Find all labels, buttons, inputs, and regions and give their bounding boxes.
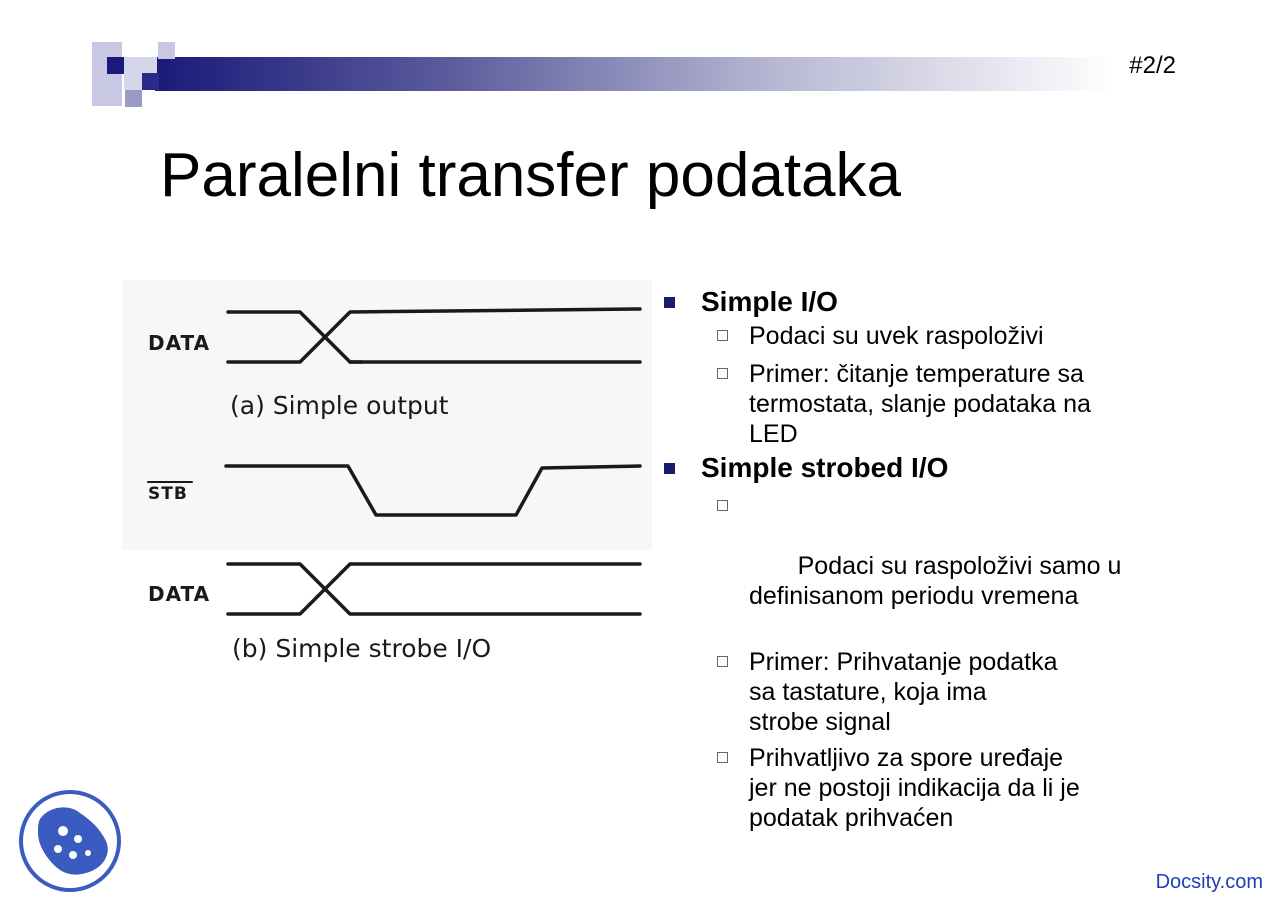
data-a-label: DATA bbox=[148, 331, 211, 355]
square-bullet-icon bbox=[664, 297, 675, 308]
header-gradient-bar bbox=[155, 57, 1115, 91]
list-item: Primer: čitanje temperature sa termostata, slanje podataka na LED bbox=[660, 359, 1130, 449]
hollow-square-bullet-icon bbox=[717, 368, 728, 379]
caption-a: (a) Simple output bbox=[230, 391, 449, 420]
square-bullet-icon bbox=[664, 463, 675, 474]
header-decoration bbox=[92, 42, 176, 108]
hollow-square-bullet-icon bbox=[717, 330, 728, 341]
list-item: Podaci su uvek raspoloživi bbox=[660, 321, 1130, 351]
strobed-io-subitems bbox=[660, 491, 1130, 833]
simple-io-subitems bbox=[660, 321, 1130, 449]
docsity-logo-icon bbox=[18, 789, 122, 893]
list-item: Podaci su raspoloživi samo u definisanom periodu vremena bbox=[660, 491, 1130, 641]
data-b-label: DATA bbox=[148, 582, 211, 606]
list-item: Primer: Prihvatanje podatka sa tastature, koja ima strobe signal bbox=[660, 647, 1130, 737]
data-b-bottom-line bbox=[228, 564, 640, 614]
stb-label: STB bbox=[148, 484, 188, 504]
slide-title: Paralelni transfer podataka bbox=[160, 141, 902, 210]
hollow-square-bullet-icon bbox=[717, 752, 728, 763]
bullet-simple-io bbox=[660, 283, 1130, 321]
hollow-square-bullet-icon bbox=[717, 500, 728, 511]
bullet-heading: Simple I/O bbox=[701, 286, 838, 317]
hollow-square-bullet-icon bbox=[717, 656, 728, 667]
stb-waveform bbox=[226, 466, 640, 515]
docsity-link[interactable]: Docsity.com bbox=[1155, 871, 1263, 893]
slide-number: #2/2 bbox=[1129, 52, 1176, 79]
slide-content bbox=[660, 283, 1130, 833]
data-a-bottom-line bbox=[228, 309, 640, 362]
timing-diagram bbox=[122, 280, 652, 700]
data-b-top-line bbox=[228, 564, 640, 614]
caption-b: (b) Simple strobe I/O bbox=[232, 634, 492, 663]
bullet-heading: Simple strobed I/O bbox=[701, 452, 949, 483]
bullet-simple-strobed-io bbox=[660, 449, 1130, 487]
list-item: Prihvatljivo za spore uređaje jer ne postoji indikacija da li je podatak prihvaćen bbox=[660, 743, 1130, 833]
